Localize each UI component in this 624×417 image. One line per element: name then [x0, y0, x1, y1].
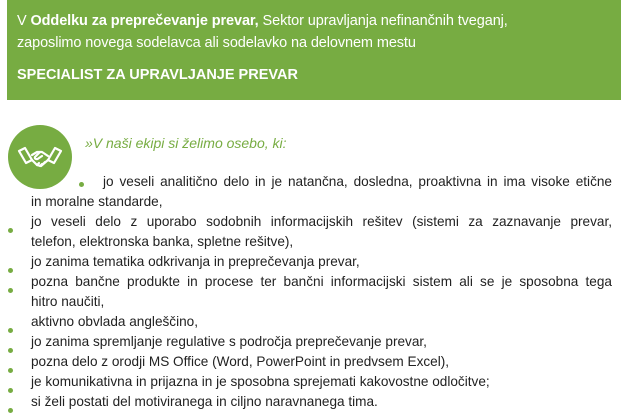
requirement-line: hitro naučiti, [31, 294, 105, 309]
bullet-icon [8, 288, 13, 293]
intro-text: »V naši ekipi si želimo osebo, ki: [85, 135, 287, 151]
requirement-line: jo veseli delo z uporabo sodobnih informacijskih rešitev (sistemi za zaznavanje prevar, [31, 214, 612, 229]
requirement-line: si želi postati del motiviranega in ciljno naravnanega tima. [31, 394, 378, 409]
requirement-line: jo zanima tematika odkrivanja in preprečevanja prevar, [31, 254, 360, 269]
requirement-line: aktivno obvlada angleščino, [31, 314, 199, 329]
requirement-line: in moralne standarde, [31, 194, 163, 209]
job-title: SPECIALIST ZA UPRAVLJANJE PREVAR [17, 67, 298, 83]
handshake-icon [8, 125, 72, 189]
bullet-icon [8, 228, 13, 233]
bullet-icon [8, 268, 13, 273]
bullet-icon [79, 182, 84, 187]
requirement-line: je komunikativna in prijazna in je sposobna sprejemati kakovostne odločitve; [31, 374, 490, 389]
bullet-icon [8, 368, 13, 373]
requirement-line: jo zanima spremljanje regulative s področja preprečevanje prevar, [31, 334, 427, 349]
bullet-icon [8, 408, 13, 413]
header-banner [7, 0, 621, 100]
requirement-line: pozna delo z orodji MS Office (Word, PowerPoint in predvsem Excel), [31, 354, 450, 369]
requirement-line: telefon, elektronska banka, spletne rešitve), [31, 234, 294, 249]
requirement-line: jo veseli analitično delo in je natančna, dosledna, proaktivna in ima visoke etične [103, 174, 612, 189]
header-line-2: zaposlimo novega sodelavca ali sodelavko na delovnem mestu [17, 35, 416, 51]
header-intro [17, 10, 617, 54]
department-name: Oddelku za preprečevanje prevar, [30, 13, 259, 29]
bullet-icon [8, 328, 13, 333]
header-sector: Sektor upravljanja nefinančnih tveganj, [258, 13, 508, 29]
requirement-line: pozna bančne produkte in procese ter bančni informacijski sistem ali se je sposobna tega [31, 274, 612, 289]
header-prefix: V [17, 13, 31, 29]
bullet-icon [8, 348, 13, 353]
bullet-icon [8, 388, 13, 393]
